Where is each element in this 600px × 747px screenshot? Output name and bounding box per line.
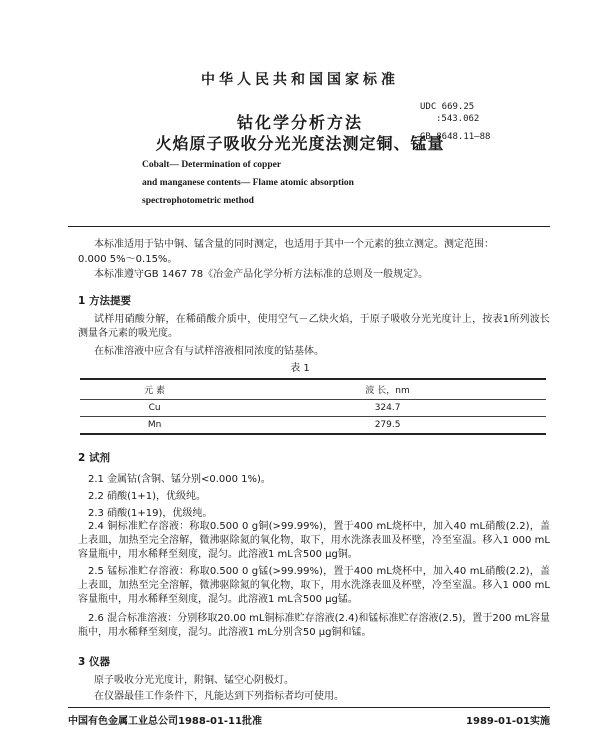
section1-heading: 1 方法提要	[78, 295, 131, 307]
intro-line3: 本标准遵守GB 1467 78《冶金产品化学分析方法标准的总则及一般规定》。	[94, 269, 429, 280]
table1	[80, 378, 546, 435]
reagent-item: 2.5 锰标准贮存溶液：称取0.500 0 g锰(>99.99%)，置于400 mL烧杯中，加入40 mL硝酸(2.2)，盖上表皿，加热至完全溶解，微沸驱除氮的氧化物，取下，用水洗涤表皿及杯壁，冷至室温。移入1 000 mL容量瓶中，用水稀释至刻度，混匀。此溶液1 mL含500 μg锰。	[78, 566, 550, 605]
gb-number: GB 8648.11—88	[420, 132, 491, 142]
table-cell-element: Mn	[80, 417, 229, 435]
table-cell-wavelength: 324.7	[229, 400, 546, 417]
table-header-row	[80, 379, 546, 400]
reagent-item: 2.1 金属钴(含铜、锰分别<0.000 1%)。	[88, 474, 271, 485]
udc-number-line1: UDC 669.25	[420, 102, 475, 112]
table-header-element: 元 素	[80, 379, 229, 400]
section3-line2: 在仪器最佳工作条件下，凡能达到下列指标者均可使用。	[94, 691, 344, 702]
reagent-item: 2.4 铜标准贮存溶液：称取0.500 0 g铜(>99.99%)，置于400 mL烧杯中，加入40 mL硝酸(2.2)，盖上表皿，加热至完全溶解，微沸驱除氮的氧化物，取下，用水洗涤表皿及杯壁，冷至室温。移入1 000 mL容量瓶中，用水稀释至刻度，混匀。此溶液1 mL含500 μg铜。	[78, 521, 550, 560]
reagent-item: 2.3 硝酸(1+19)，优级纯。	[88, 508, 213, 519]
approval-date: 中国有色金属工业总公司1988-01-11批准	[68, 716, 262, 727]
doc-title-en-line2: and manganese contents— Flame atomic absorption	[142, 178, 354, 188]
table-cell-element: Cu	[80, 400, 229, 417]
table-row	[80, 417, 546, 435]
section3-line1: 原子吸收分光光度计，附铜、锰空心阴极灯。	[94, 675, 294, 686]
standard-name: 中华人民共和国国家标准	[201, 72, 399, 88]
section3-heading: 3 仪器	[78, 656, 110, 668]
intro-line2: 0.000 5%～0.15%。	[78, 254, 178, 265]
reagent-item: 2.6 混合标准溶液：分别移取20.00 mL铜标准贮存溶液(2.4)和锰标准贮存溶液(2.5)，置于200 mL容量瓶中，用水稀释至刻度，混匀。此溶液1 mL分别含50 μg铜和锰。	[78, 613, 550, 638]
table-row	[80, 400, 546, 417]
doc-title-en-line3: spectrophotometric method	[142, 196, 254, 206]
section1-para2: 在标准溶液中应含有与试样溶液相同浓度的钴基体。	[94, 346, 324, 357]
reagent-item: 2.2 硝酸(1+1)，优级纯。	[88, 491, 206, 502]
implementation-date: 1989-01-01实施	[466, 716, 550, 727]
doc-title-en-line1: Cobalt— Determination of copper	[142, 160, 282, 170]
intro-line1: 本标准适用于钴中铜、锰含量的同时测定，也适用于其中一个元素的独立测定。测定范围：	[94, 239, 494, 250]
table1-caption: 表 1	[290, 363, 310, 374]
doc-title-cn-line2: 火焰原子吸收分光光度法测定铜、锰量	[155, 134, 445, 153]
table-header-wavelength: 波 长，nm	[229, 379, 546, 400]
section2-heading: 2 试剂	[78, 452, 110, 464]
top-rule	[68, 226, 550, 227]
section1-para1: 试样用硝酸分解，在稀硝酸介质中，使用空气－乙炔火焰，于原子吸收分光光度计上，按表1所列波长测量各元素的吸光度。	[78, 314, 550, 339]
footer-rule	[68, 707, 550, 708]
table-cell-wavelength: 279.5	[229, 417, 546, 435]
doc-title-cn-line1: 钴化学分析方法	[236, 113, 363, 132]
udc-number-line2: :543.062	[436, 114, 480, 124]
